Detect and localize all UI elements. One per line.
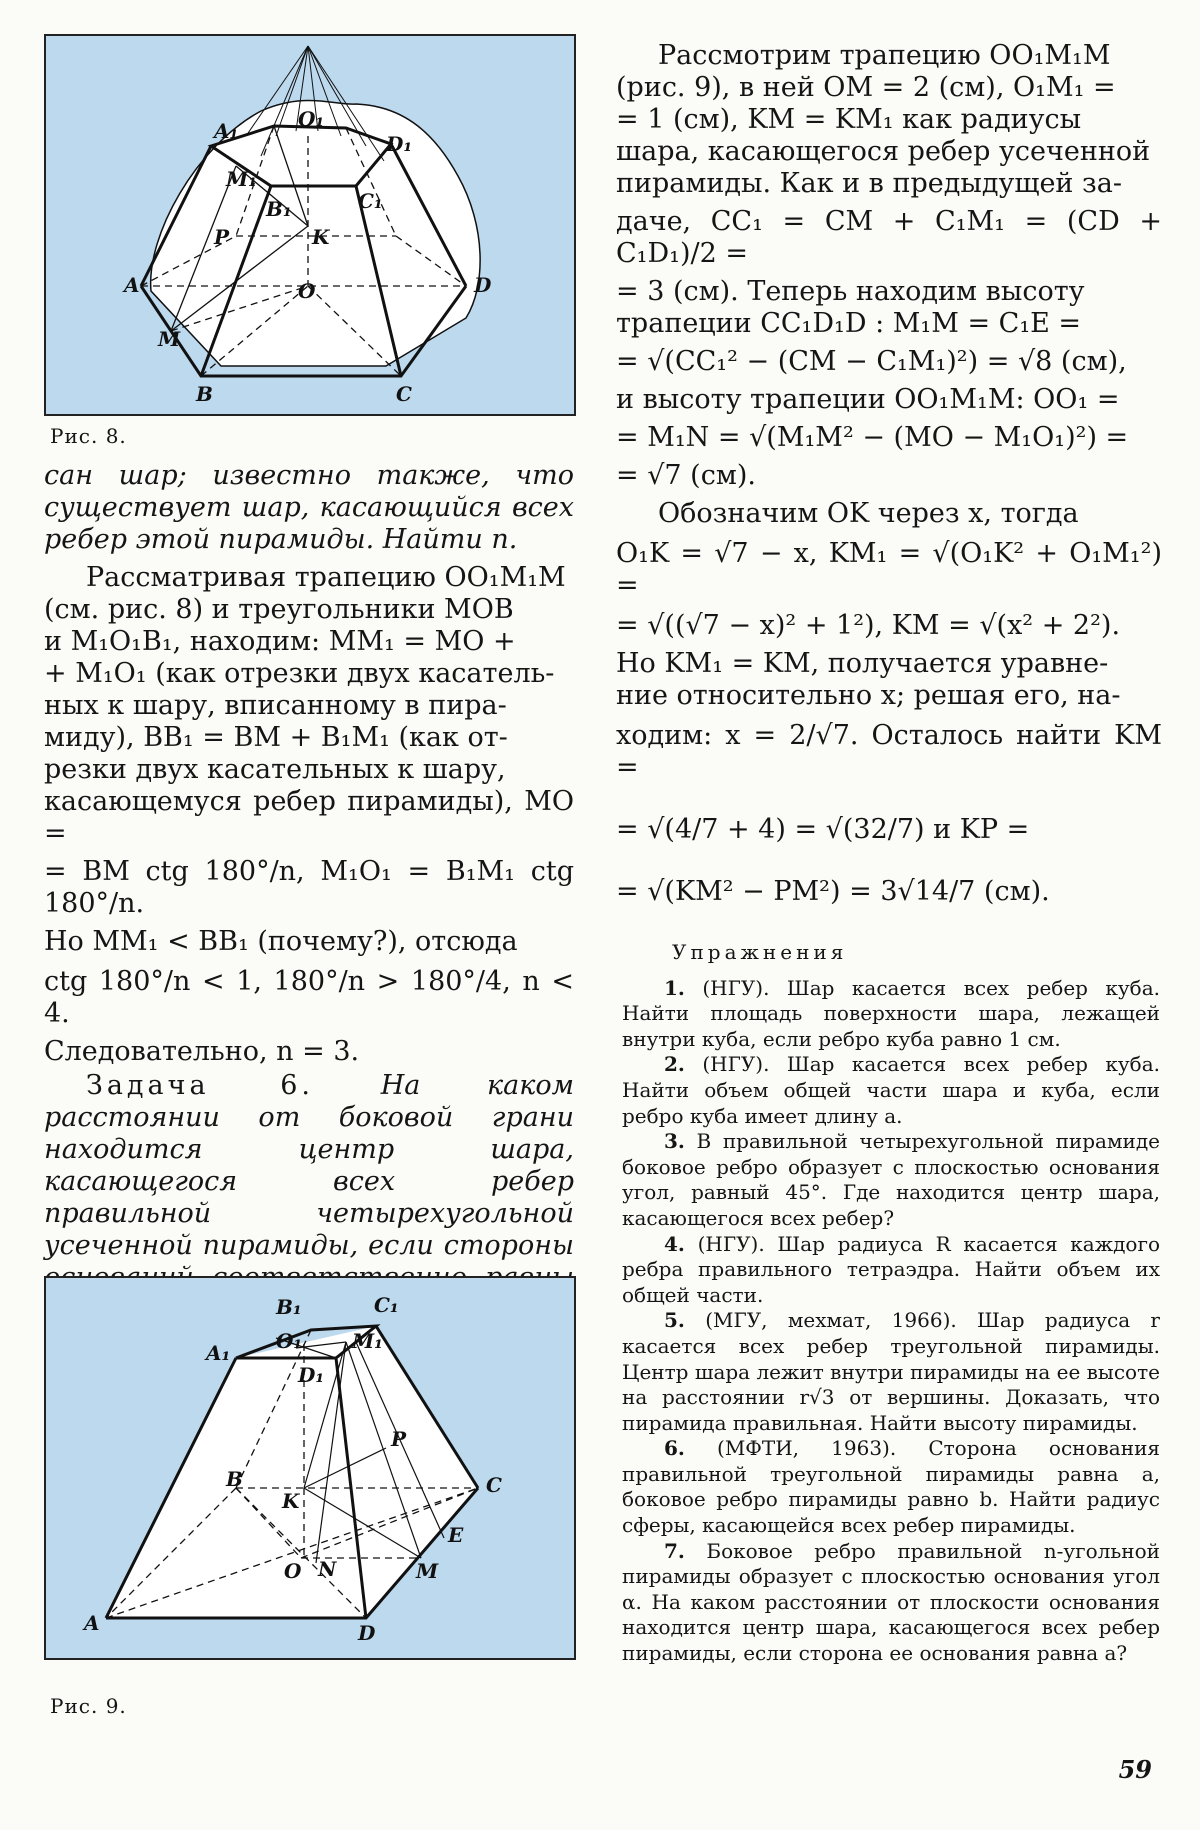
f9-label-d: D bbox=[358, 1621, 376, 1645]
right-line-14: O₁K = √7 − x, KM₁ = √(O₁K² + O₁M₁²) = bbox=[616, 538, 1162, 601]
right-line-2: (рис. 9), в ней OM = 2 (см), O₁M₁ = bbox=[616, 72, 1116, 103]
right-line-7: = 3 (см). Теперь находим высоту bbox=[616, 276, 1085, 307]
f8-label-m: M bbox=[158, 327, 181, 351]
left-para1-line8: касающемуся ребер пирамиды), MO = bbox=[44, 786, 574, 849]
f8-label-c: C bbox=[396, 382, 412, 406]
exercise-2-num: 2. bbox=[664, 1052, 685, 1077]
right-line-10: и высоту трапеции OO₁M₁M: OO₁ = bbox=[616, 384, 1120, 415]
f8-label-a1: A₁ bbox=[214, 119, 239, 143]
f9-label-c1: C₁ bbox=[374, 1293, 399, 1317]
figure-8 bbox=[44, 34, 576, 416]
task-6-label: Задача 6. bbox=[86, 1070, 315, 1101]
exercises-title: Упражнения bbox=[672, 940, 848, 964]
left-para1-line5: ных к шару, вписанному в пира- bbox=[44, 690, 507, 721]
f8-label-b1: B₁ bbox=[266, 197, 292, 221]
exercise-1-num: 1. bbox=[664, 975, 685, 1000]
exercise-2-text: (НГУ). Шар касается всех ребер куба. Найти объем общей части шара и куба, если ребро куба имеет длину a. bbox=[622, 1052, 1160, 1128]
f8-label-b: B bbox=[196, 382, 213, 406]
f8-label-c1: C₁ bbox=[358, 189, 383, 213]
right-line-20: = √(KM² − PM²) = 3√14/7 (см). bbox=[616, 876, 1050, 907]
left-para1-line4: + M₁O₁ (как отрезки двух касатель- bbox=[44, 658, 555, 689]
f9-label-a: A bbox=[84, 1611, 100, 1635]
left-para1-line10: Но MM₁ < BB₁ (почему?), отсюда bbox=[44, 926, 518, 957]
right-line-9: = √(CC₁² − (CM − C₁M₁)²) = √8 (см), bbox=[616, 346, 1127, 377]
f8-label-a: A bbox=[124, 273, 140, 297]
figure-9 bbox=[44, 1276, 576, 1660]
right-line-3: = 1 (см), KM = KM₁ как радиусы bbox=[616, 104, 1082, 135]
f9-label-b1: B₁ bbox=[276, 1295, 302, 1319]
f8-label-k: K bbox=[312, 225, 330, 249]
exercise-6-num: 6. bbox=[664, 1436, 685, 1461]
left-para1-line1: Рассматривая трапецию OO₁M₁M bbox=[86, 562, 566, 593]
left-para1-line11: ctg 180°/n < 1, 180°/n > 180°/4, n < 4. bbox=[44, 966, 574, 1029]
right-line-5: пирамиды. Как и в предыдущей за- bbox=[616, 168, 1122, 199]
left-column bbox=[44, 460, 574, 1326]
exercise-5-num: 5. bbox=[664, 1308, 685, 1333]
f9-label-c: C bbox=[486, 1473, 502, 1497]
f8-label-o1: O₁ bbox=[298, 107, 325, 131]
f9-label-o1: O₁ bbox=[276, 1329, 303, 1353]
left-para1-line9: = BM ctg 180°/n, M₁O₁ = B₁M₁ ctg 180°/n. bbox=[44, 856, 574, 919]
exercise-4-num: 4. bbox=[664, 1231, 685, 1256]
exercise-6 bbox=[622, 1436, 1160, 1538]
exercise-3-num: 3. bbox=[664, 1129, 685, 1154]
exercise-3 bbox=[622, 1129, 1160, 1231]
exercise-1 bbox=[622, 976, 1160, 1053]
f9-label-m1: M₁ bbox=[352, 1329, 383, 1353]
right-line-15: = √((√7 − x)² + 1²), KM = √(x² + 2²). bbox=[616, 610, 1121, 641]
right-column bbox=[616, 40, 1162, 908]
f9-label-m: M bbox=[416, 1559, 439, 1583]
exercise-4 bbox=[622, 1232, 1160, 1309]
exercise-7 bbox=[622, 1539, 1160, 1667]
right-line-12: = √7 (см). bbox=[616, 460, 756, 491]
f9-label-o: O bbox=[284, 1559, 302, 1583]
exercises bbox=[622, 940, 1160, 1667]
f9-label-p: P bbox=[391, 1427, 407, 1451]
left-para1-line3: и M₁O₁B₁, находим: MM₁ = MO + bbox=[44, 626, 516, 657]
right-line-8: трапеции CC₁D₁D : M₁M = C₁E = bbox=[616, 308, 1082, 339]
exercise-5-text: (МГУ, мехмат, 1966). Шар радиуса r касается всех ребер треугольной пирамиды. Центр шара лежит внутри пирамиды на ее высоте на расстоянии r√3 от вершины. Доказать, что пирамида правильная. Найти высоту пирамиды. bbox=[622, 1308, 1160, 1435]
exercise-1-text: (НГУ). Шар касается всех ребер куба. Найти площадь поверхности шара, лежащей внутри куба, если ребро куба равно 1 см. bbox=[622, 975, 1160, 1051]
left-para1-line12: Следовательно, n = 3. bbox=[44, 1036, 360, 1067]
f8-label-d: D bbox=[474, 273, 492, 297]
f9-label-a1: A₁ bbox=[206, 1341, 231, 1365]
f8-label-p: P bbox=[214, 225, 230, 249]
exercise-7-text: Боковое ребро правильной n-угольной пирамиды образует с плоскостью основания угол α. На каком расстоянии от плоскости основания находится центр шара, касающегося всех ребер пирамиды, если сторона ее основания равна a? bbox=[622, 1538, 1160, 1666]
f9-label-d1: D₁ bbox=[298, 1363, 325, 1387]
exercise-3-text: В правильной четырехугольной пирамиде боковое ребро образует с плоскостью основания угол, равный 45°. Где находится центр шара, касающегося всех ребер? bbox=[622, 1129, 1160, 1230]
right-line-18: ходим: x = 2/√7. Осталось найти KM = bbox=[616, 720, 1162, 783]
f9-label-n: N bbox=[318, 1557, 337, 1581]
right-line-1: Рассмотрим трапецию OO₁M₁M bbox=[658, 40, 1111, 71]
left-para1-line6: миду), BB₁ = BM + B₁M₁ (как от- bbox=[44, 722, 508, 753]
figure-8-drawing bbox=[46, 36, 574, 414]
right-line-17: ние относительно x; решая его, на- bbox=[616, 680, 1121, 711]
left-para1-line7: резки двух касательных к шару, bbox=[44, 754, 506, 785]
exercise-5 bbox=[622, 1308, 1160, 1436]
f9-label-b: B bbox=[226, 1467, 243, 1491]
exercise-7-num: 7. bbox=[664, 1538, 685, 1563]
page-number: 59 bbox=[1118, 1755, 1152, 1784]
task-6-text: На каком расстоянии от боковой грани находится центр шара, касающегося всех ребер правильной четырехугольной усеченной пирамиды, если стороны bbox=[44, 1070, 574, 1261]
f9-label-e: E bbox=[448, 1523, 464, 1547]
exercise-6-text: (МФТИ, 1963). Сторона основания правильной треугольной пирамиды равна a, боковое ребро пирамиды равно b. Найти радиус сферы, касающейся всех ребер пирамиды. bbox=[622, 1436, 1161, 1538]
exercise-4-text: (НГУ). Шар радиуса R касается каждого ребра правильного тетраэдра. Найти объем их общей части. bbox=[622, 1231, 1160, 1307]
left-para1-line2: (см. рис. 8) и треугольники MOB bbox=[44, 594, 514, 625]
f8-label-o: O bbox=[298, 279, 316, 303]
right-line-19: = √(4/7 + 4) = √(32/7) и KP = bbox=[616, 814, 1030, 845]
figure-8-caption: Рис. 8. bbox=[50, 424, 127, 448]
right-line-16: Но KM₁ = KM, получается уравне- bbox=[616, 648, 1109, 679]
f8-label-d1: D₁ bbox=[386, 132, 413, 156]
right-line-6: даче, CC₁ = CM + C₁M₁ = (CD + C₁D₁)/2 = bbox=[616, 206, 1162, 269]
figure-9-caption: Рис. 9. bbox=[50, 1694, 127, 1718]
right-line-11: = M₁N = √(M₁M² − (MO − M₁O₁)²) = bbox=[616, 422, 1129, 453]
figure-9-drawing bbox=[46, 1278, 574, 1658]
left-continuation: сан шар; известно также, что существует шар, касающийся всех ребер этой пирамиды. Найти n. bbox=[44, 460, 574, 555]
f9-label-k: K bbox=[282, 1489, 300, 1513]
right-line-13: Обозначим OK через x, тогда bbox=[658, 498, 1079, 529]
right-line-4: шара, касающегося ребер усеченной bbox=[616, 136, 1151, 167]
exercise-2 bbox=[622, 1052, 1160, 1129]
f8-label-m1: M₁ bbox=[226, 167, 257, 191]
